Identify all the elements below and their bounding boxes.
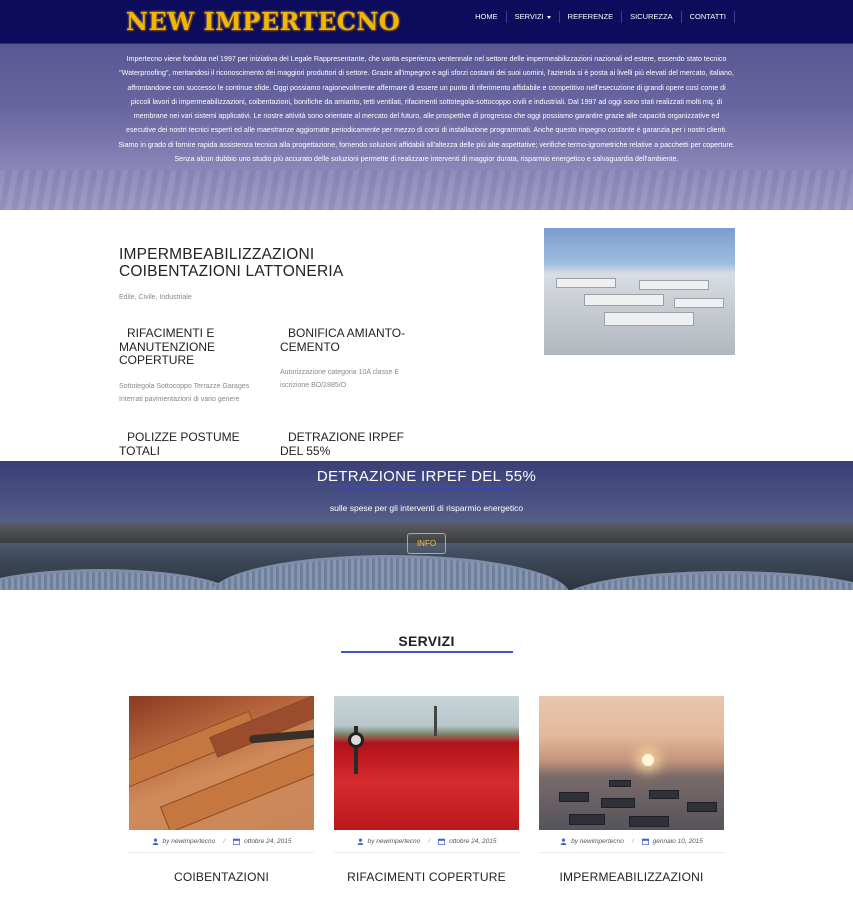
top-navbar xyxy=(0,0,853,44)
services-underline xyxy=(341,651,513,653)
service-image[interactable] xyxy=(334,696,519,830)
feature-description: Autorizzazione categoria 10A classe E iscrizione BO/2885/O xyxy=(280,369,400,389)
user-icon xyxy=(357,838,364,845)
services-heading: SERVIZI xyxy=(398,633,455,649)
nav-contatti[interactable]: CONTATTI xyxy=(682,11,735,23)
service-card-rifacimenti[interactable] xyxy=(334,696,519,884)
post-date: ottobre 24, 2015 xyxy=(244,837,292,845)
service-title[interactable]: COIBENTAZIONI xyxy=(173,870,270,884)
user-icon xyxy=(152,838,159,845)
feature-title: BONIFICA AMIANTO-CEMENTO xyxy=(280,326,406,354)
post-meta: by newimpertecno / gennaio 10, 2015 xyxy=(539,830,724,853)
post-date: ottobre 24, 2015 xyxy=(449,837,497,845)
service-title[interactable]: RIFACIMENTI COPERTURE xyxy=(347,870,506,884)
nav-home[interactable]: HOME xyxy=(467,11,507,23)
feature-rifacimenti xyxy=(119,327,269,406)
site-logo[interactable]: NEW IMPERTECNO xyxy=(126,7,401,36)
post-meta: by newimpertecno / ottobre 24, 2015 xyxy=(129,830,314,853)
main-nav xyxy=(467,11,735,23)
service-card-coibentazioni[interactable] xyxy=(129,696,314,884)
chevron-down-icon xyxy=(547,16,551,19)
nav-servizi[interactable] xyxy=(507,11,560,23)
page-subtitle: Edile, Civile, Industriale xyxy=(119,294,192,301)
hero-section xyxy=(0,44,853,210)
nav-referenze[interactable]: REFERENZE xyxy=(560,11,622,23)
banner-title: DETRAZIONE IRPEF DEL 55% xyxy=(316,468,537,485)
post-author[interactable]: by newimpertecno xyxy=(367,837,421,845)
post-meta: by newimpertecno / ottobre 24, 2015 xyxy=(334,830,519,853)
calendar-icon xyxy=(438,838,445,845)
service-image[interactable] xyxy=(129,696,314,830)
feature-description: Sottotegola Sottocoppo Terrazze Garages Interrati pavimentazioni di vario genere xyxy=(119,382,250,403)
service-card-impermeabilizzazioni[interactable] xyxy=(539,696,724,884)
feature-title: DETRAZIONE IRPEF DEL 55% xyxy=(280,430,405,458)
hero-description: Impertecno viene fondata nel 1997 per iniziativa del Legale Rappresentante, che vanta esperienza ventennale nel settore delle impermeabilizzazioni nazionali ed estere, essendo stato tecnico "Waterproofing", meritandosi il riconoscimento dei maggiori produttori di settore. Grazie all'impegno e agli sforzi costanti dei suoi uomini, l'azienda si è posta ai livelli più elevati del mercato, italiano, affrontandone con successo le continue sfide. Oggi possiamo ragionevolmente affermare di essere un punto di riferimento affidabile e competitivo nell'esecuzione di grandi opere così come di piccoli lavori di impermeabilizzazioni, coibentazioni, bonifiche da amianto, tetti ventilati, rifacimenti sottotegola-sottocoppo civili e industriali. Dal 1997 ad oggi sono stati realizzati molti mq. di membrane nei vari sistemi applicativi. Le nostre attività sono orientate al mercato del futuro, alle prospettive di progresso che oggi possiamo garantire grazie alle capacità organizzative ed esecutive dei nostri tecnici esperti ed alle maestranze aggiornate periodicamente per mezzo di corsi di installazione programmati. Anche questo impegno costante è garanzia per i nostri clienti. Siamo in grado di fornire rapida assistenza tecnica alla progettazione, fornendo soluzioni affidabili all'altezza delle più alte aspettative; verifiche termo-igrometriche relative a pacchetti per coperture. Senza alcun dubbio uno studio più accurato delle soluzioni permette di realizzare interventi di maggior durata, risparmio energetico e salvaguardia dell'ambiente. xyxy=(118,55,735,164)
feature-title: RIFACIMENTI E MANUTENZIONE COPERTURE xyxy=(119,326,215,367)
info-button[interactable]: INFO xyxy=(407,533,446,554)
nav-sicurezza[interactable]: SICUREZZA xyxy=(622,11,682,23)
service-image[interactable] xyxy=(539,696,724,830)
detrazione-banner xyxy=(0,461,853,590)
feature-polizze xyxy=(119,431,269,458)
nav-servizi-label: SERVIZI xyxy=(514,12,544,21)
feature-bonifica xyxy=(280,327,430,392)
feature-title: POLIZZE POSTUME TOTALI xyxy=(119,430,240,458)
post-author[interactable]: by newimpertecno xyxy=(571,837,624,845)
feature-detrazione xyxy=(280,431,430,458)
banner-subtitle: sulle spese per gli interventi di risparmio energetico xyxy=(329,503,524,513)
calendar-icon xyxy=(642,838,649,845)
post-date: gennaio 10, 2015 xyxy=(652,837,703,845)
user-icon xyxy=(560,838,567,845)
calendar-icon xyxy=(233,838,240,845)
banner-underline xyxy=(339,488,514,490)
roof-photo xyxy=(544,228,735,355)
post-author[interactable]: by newimpertecno xyxy=(162,837,216,845)
page-title: IMPERMBEABILIZZAZIONI COIBENTAZIONI LATTONERIA xyxy=(119,246,344,280)
service-title[interactable]: IMPERMEABILIZZAZIONI xyxy=(559,870,704,884)
